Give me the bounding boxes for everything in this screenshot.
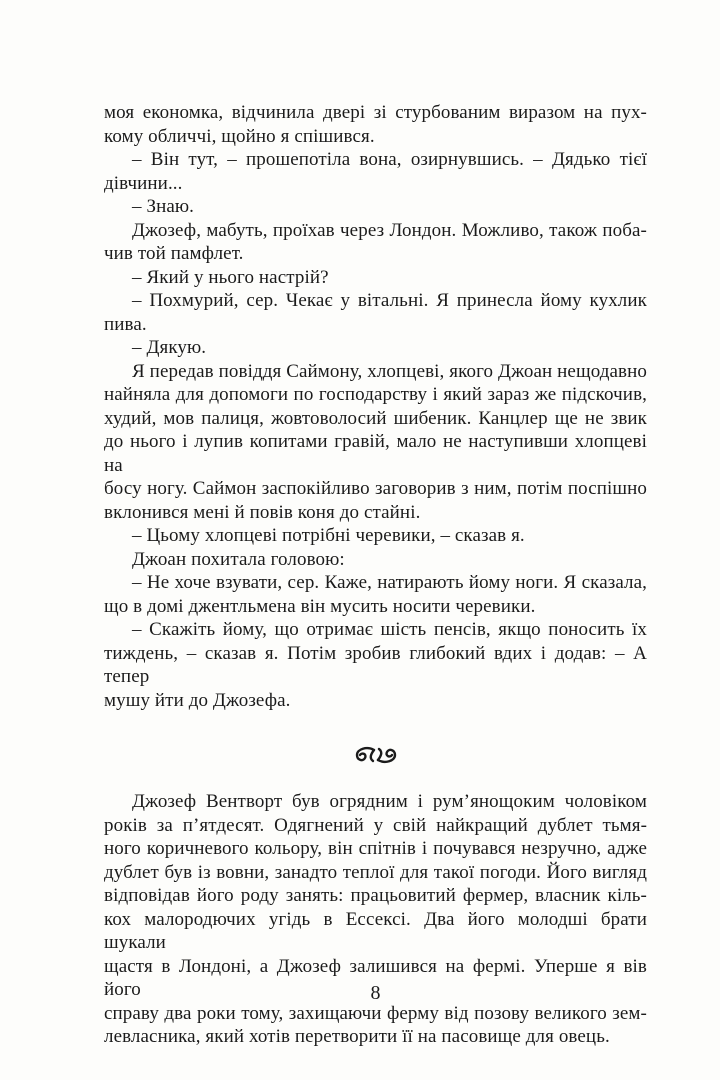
paragraph [104, 219, 647, 266]
text-line: відповідав його роду занять: працьовитий фермер, власник кіль- [104, 885, 647, 906]
text-line: ного коричневого кольору, він спітнів і почувався незручно, адже [104, 838, 647, 859]
text-line: що в домі джентльмена він мусить носити черевики. [104, 595, 536, 617]
paragraph [104, 195, 647, 219]
page-number: 8 [370, 982, 381, 1004]
text-line: років за п’ятдесят. Одягнений у свій найкращий дублет тьмя- [104, 814, 647, 836]
paragraph [104, 548, 647, 572]
text-line: найняла для допомоги по господарству і який зараз же підскочив, [104, 384, 647, 405]
paragraph [104, 266, 647, 290]
text-line: мушу йти до Джозефа. [104, 689, 291, 711]
paragraph [104, 524, 647, 548]
paragraph [104, 571, 647, 618]
text-line: – Який у нього настрій? [132, 266, 329, 288]
text-line: – Він тут, – прошепотіла вона, озирнувшись. – Дядько тієї [132, 149, 647, 170]
page-text [104, 101, 647, 1049]
fleuron-scroll-ornament-icon [354, 745, 398, 765]
text-line: чив той памфлет. [104, 243, 244, 264]
text-section-bottom [104, 790, 647, 1049]
paragraph [104, 336, 647, 360]
text-line: – Цьому хлопцеві потрібні черевики, – сказав я. [132, 525, 525, 546]
text-line: моя економка, відчинила двері зі стурбованим виразом на пух- [104, 102, 647, 123]
paragraph [104, 289, 647, 336]
paragraph [104, 618, 647, 712]
text-section-top [104, 101, 647, 712]
text-line: пива. [104, 313, 147, 335]
text-line: босу ногу. Саймон заспокійливо заговорив з ним, потім поспішно [104, 478, 647, 499]
paragraph [104, 360, 647, 525]
text-line: – Скажіть йому, що отримає шість пенсів, якщо поносить їх [132, 619, 647, 640]
text-line: кох малородючих угідь в Ессексі. Два його молодші брати шукали [104, 908, 647, 953]
text-line: – Знаю. [132, 196, 195, 217]
text-line: Джозеф, мабуть, проїхав через Лондон. Можливо, також поба- [132, 219, 647, 241]
text-line: – Похмурий, сер. Чекає у вітальні. Я принесла йому кухлик [132, 290, 647, 311]
text-line: кому обличчі, щойно я спішився. [104, 125, 375, 147]
text-line: худий, мов палиця, жовтоволосий шибеник. Канцлер ще не звик [104, 407, 647, 429]
paragraph [104, 101, 647, 148]
text-line: вклонився мені й повів коня до стайні. [104, 501, 421, 523]
text-line: дівчини... [104, 172, 183, 194]
text-line: щастя в Лондоні, а Джозеф залишився на фермі. Уперше я вів його [104, 955, 647, 1000]
paragraph [104, 790, 647, 1049]
paragraph [104, 148, 647, 195]
text-line: дублет був із вовни, занадто теплої для такої погоди. Його вигляд [104, 861, 647, 883]
text-line: Джоан похитала головою: [132, 548, 345, 570]
text-line: левласника, який хотів перетворити її на пасовище для овець. [104, 1026, 610, 1047]
text-line: Я передав повіддя Саймону, хлопцеві, якого Джоан нещодавно [132, 360, 647, 382]
text-line: Джозеф Вентворт був огрядним і рум’янощоким чоловіком [132, 791, 647, 812]
text-line: тиждень, – сказав я. Потім зробив глибокий вдих і додав: – А тепер [104, 642, 647, 687]
text-line: справу два роки тому, захищаючи ферму від позову великого зем- [104, 1002, 647, 1024]
text-line: до нього і лупив копитами гравій, мало не наступивши хлопцеві на [104, 431, 647, 476]
section-divider [104, 745, 647, 765]
text-line: – Не хоче взувати, сер. Каже, натирають йому ноги. Я сказала, [132, 572, 647, 593]
text-line: – Дякую. [132, 337, 207, 358]
